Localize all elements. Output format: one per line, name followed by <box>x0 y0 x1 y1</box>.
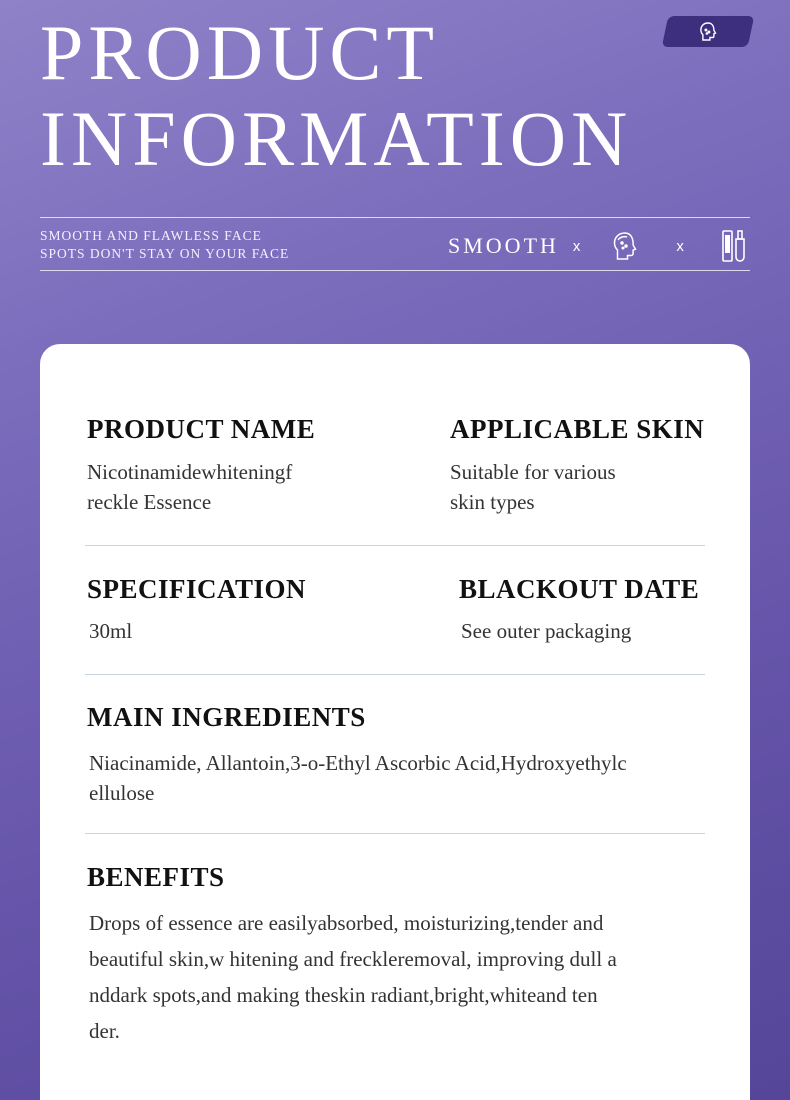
divider <box>85 545 705 546</box>
benefits-value <box>89 905 617 1049</box>
specification-heading: SPECIFICATION <box>87 574 307 604</box>
benefits-line-2: beautiful skin,w hitening and freckleremoval, improving dull a <box>89 947 617 971</box>
face-badge <box>662 16 755 47</box>
product-name-value <box>87 457 292 517</box>
tube-icon <box>720 229 748 263</box>
benefits-line-3: nddark spots,and making theskin radiant,bright,whiteand ten <box>89 983 598 1007</box>
specification-value: 30ml <box>89 619 133 643</box>
main-ingredients-value <box>89 748 627 808</box>
face-icon <box>698 21 718 43</box>
applicable-skin-line-1: Suitable for various <box>450 460 616 484</box>
times-symbol-2: x <box>676 237 684 255</box>
header-rule-bottom <box>40 270 750 271</box>
tagline-line-1: SMOOTH AND FLAWLESS FACE <box>40 228 262 243</box>
feature-row <box>448 228 748 264</box>
smooth-label: SMOOTH <box>448 233 559 258</box>
main-ingredients-heading: MAIN INGREDIENTS <box>87 702 366 732</box>
blackout-date-value: See outer packaging <box>461 619 632 643</box>
applicable-skin-value <box>450 457 616 517</box>
page-title-line-1: PRODUCT <box>40 9 440 96</box>
product-name-heading: PRODUCT NAME <box>87 414 316 444</box>
tagline-line-2: SPOTS DON'T STAY ON YOUR FACE <box>40 246 290 261</box>
benefits-heading: BENEFITS <box>87 862 225 892</box>
main-ingredients-line-1: Niacinamide, Allantoin,3-o-Ethyl Ascorbic Acid,Hydroxyethylc <box>89 751 627 775</box>
times-symbol-1: x <box>572 237 581 255</box>
product-name-line-1: Nicotinamidewhiteningf <box>87 460 293 484</box>
applicable-skin-line-2: skin types <box>450 490 535 514</box>
main-ingredients-line-2: ellulose <box>89 781 155 805</box>
divider <box>85 674 705 675</box>
applicable-skin-heading: APPLICABLE SKIN <box>450 414 705 444</box>
product-info-card <box>40 344 750 1100</box>
benefits-line-1: Drops of essence are easilyabsorbed, moisturizing,tender and <box>89 911 604 935</box>
product-name-line-2: reckle Essence <box>87 490 212 514</box>
blackout-date-heading: BLACKOUT DATE <box>459 574 700 604</box>
tagline <box>40 227 289 263</box>
page-title-line-2: INFORMATION <box>40 95 633 182</box>
face-icon <box>610 230 640 262</box>
benefits-line-4: der. <box>89 1019 120 1043</box>
header-rule-top <box>40 217 750 218</box>
divider <box>85 833 705 834</box>
